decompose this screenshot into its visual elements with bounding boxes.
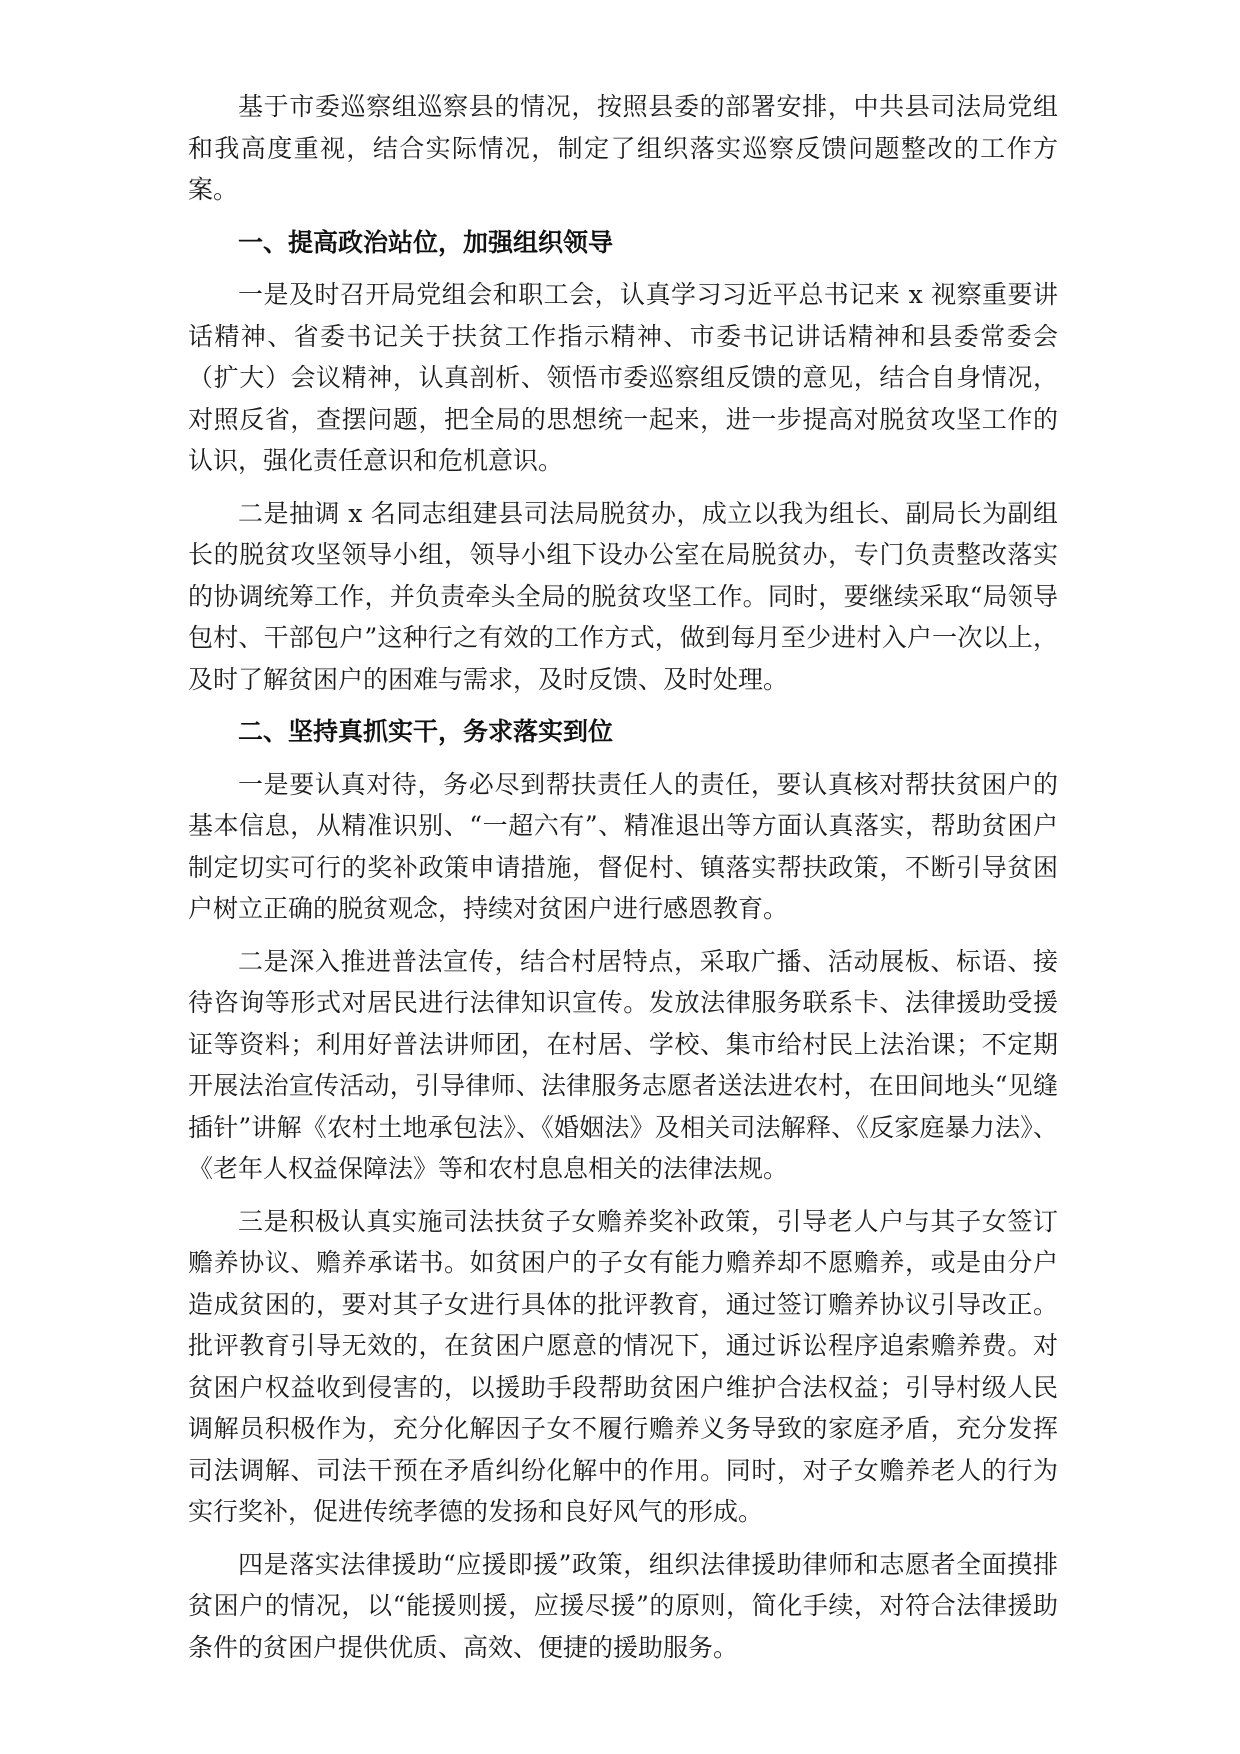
- section-2-paragraph-2: 二是深入推进普法宣传，结合村居特点，采取广播、活动展板、标语、接待咨询等形式对居民进行法律知识宣传。发放法律服务联系卡、法律援助受援证等资料；利用好普法讲师团，在村居、学校、集市给村民上法治课；不定期开展法治宣传活动，引导律师、法律服务志愿者送法进农村，在田间地头“见缝插针”讲解《农村土地承包法》、《婚姻法》及相关司法解释、《反家庭暴力法》、《老年人权益保障法》等和农村息息相关的法律法规。: [188, 946, 1058, 1183]
- intro-paragraph: 基于市委巡察组巡察县的情况，按照县委的部署安排，中共县司法局党组和我高度重视，结合实际情况，制定了组织落实巡察反馈问题整改的工作方案。: [188, 92, 1058, 204]
- section-1-paragraph-1: 一是及时召开局党组会和职工会，认真学习习近平总书记来 x 视察重要讲话精神、省委书记关于扶贫工作指示精神、市委书记讲话精神和县委常委会（扩大）会议精神，认真剖析、领悟市委巡察组反馈的意见，结合自身情况，对照反省，查摆问题，把全局的思想统一起来，进一步提高对脱贫攻坚工作的认识，强化责任意识和危机意识。: [188, 280, 1058, 475]
- section-heading-1: 一、提高政治站位，加强组织领导: [238, 227, 614, 257]
- document-body: [188, 86, 1058, 1679]
- section-heading-2: 二、坚持真抓实干，务求落实到位: [238, 717, 614, 746]
- section-2-paragraph-4: 四是落实法律援助“应援即援”政策，组织法律援助律师和志愿者全面摸排贫困户的情况，以“能援则援，应援尽援”的原则，简化手续，对符合法律援助条件的贫困户提供优质、高效、便捷的援助服务。: [188, 1549, 1058, 1662]
- section-1-paragraph-2: 二是抽调 x 名同志组建县司法局脱贫办，成立以我为组长、副局长为副组长的脱贫攻坚领导小组，领导小组下设办公室在局脱贫办，专门负责整改落实的协调统筹工作，并负责牵头全局的脱贫攻坚工作。同时，要继续采取“局领导包村、干部包户”这种行之有效的工作方式，做到每月至少进村入户一次以上，及时了解贫困户的困难与需求，及时反馈、及时处理。: [188, 498, 1058, 694]
- section-2-paragraph-1: 一是要认真对待，务必尽到帮扶责任人的责任，要认真核对帮扶贫困户的基本信息，从精准识别、“一超六有”、精准退出等方面认真落实，帮助贫困户制定切实可行的奖补政策申请措施，督促村、镇落实帮扶政策，不断引导贫困户树立正确的脱贫观念，持续对贫困户进行感恩教育。: [188, 769, 1058, 923]
- section-2-paragraph-3: 三是积极认真实施司法扶贫子女赡养奖补政策，引导老人户与其子女签订赡养协议、赡养承诺书。如贫困户的子女有能力赡养却不愿赡养，或是由分户造成贫困的，要对其子女进行具体的批评教育，通过签订赡养协议引导改正。批评教育引导无效的，在贫困户愿意的情况下，通过诉讼程序追索赡养费。对贫困户权益收到侵害的，以援助手段帮助贫困户维护合法权益；引导村级人民调解员积极作为，充分化解因子女不履行赡养义务导致的家庭矛盾，充分发挥司法调解、司法干预在矛盾纠纷化解中的作用。同时，对子女赡养老人的行为实行奖补，促进传统孝德的发扬和良好风气的形成。: [188, 1206, 1058, 1526]
